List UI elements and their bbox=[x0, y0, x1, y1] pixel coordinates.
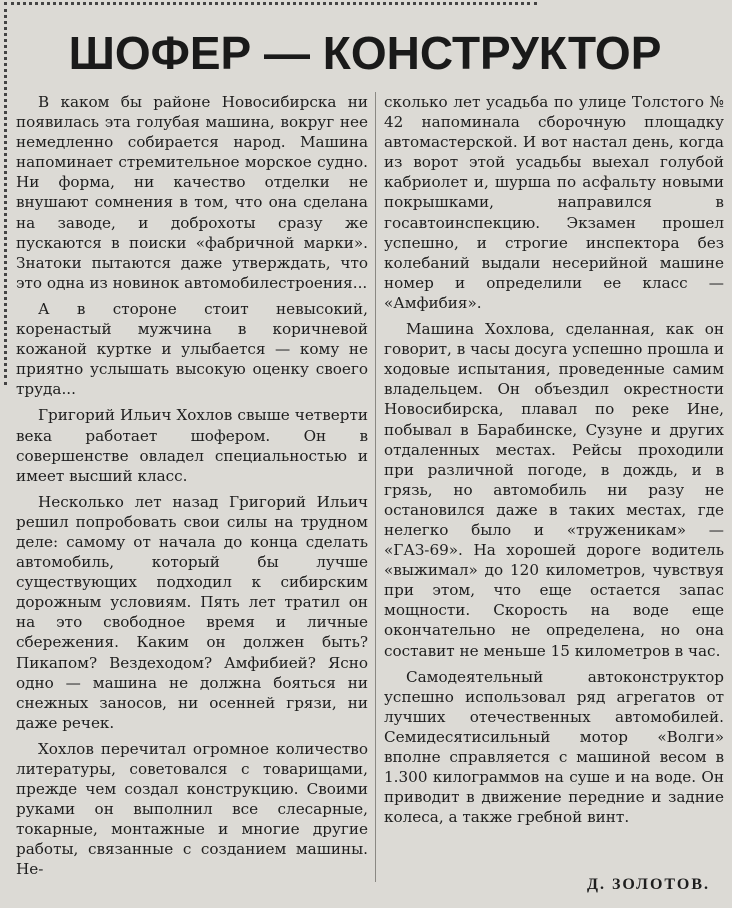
left-column bbox=[16, 92, 368, 886]
paragraph: Несколько лет назад Григорий Ильич решил попробовать свои силы на трудном деле: самому от начала до конца сделать автомобиль, который бы лучше существующих подходил к сибирским дорожным условиям. Пять лет тратил он на это свободное время и личные сбережения. Каким он должен быть? Пикапом? Вездеходом? Амфибией? Ясно одно — машина не должна бояться ни снежных заносов, ни осенней грязи, ни даже речек. bbox=[16, 492, 368, 732]
paragraph: В каком бы районе Новосибирска ни появилась эта голубая машина, вокруг нее немедленно собирается народ. Машина напоминает стремительное морское судно. Ни форма, ни качество отделки не внушают сомнения в том, что она сделана на заводе, и доброхоты сразу же пускаются в поиски «фабричной марки». Знатоки пытаются даже утверждать, что это одна из новинок автомобилестроения... bbox=[16, 93, 368, 292]
paragraph: Машина Хохлова, сделанная, как он говорит, в часы досуга успешно прошла и ходовые испытания, проведенные самим владельцем. Он объездил окрестности Новосибирска, плавал по реке Ине, побывал в Барабинске, Сузуне и других отдаленных местах. Рейсы проходили при различной погоде, в дождь, и в грязь, но автомобиль ни разу не остановился даже в таких местах, где нелегко было и «труженикам» — «ГАЗ-69». На хорошей дороге водитель «выжимал» до 120 километров, чувствуя при этом, что еще остается запас мощности. Скорость на воде еще окончательно не определена, но она составит не меньше 15 километров в час. bbox=[384, 320, 724, 660]
column-divider bbox=[375, 92, 376, 882]
paragraph: Григорий Ильич Хохлов свыше четверти века работает шофером. Он в совершенстве овладел специальностью и имеет высший класс. bbox=[16, 406, 368, 485]
paragraph: сколько лет усадьба по улице Толстого № 42 напоминала сборочную площадку автомастерской. И вот настал день, когда из ворот этой усадьбы выехал голубой кабриолет и, шурша по асфальту новыми покрышками, направился в госавтоинспекцию. Экзамен прошел успешно, и строгие инспектора без колебаний выдали несерийной машине номер и определили ее класс — «Амфибия». bbox=[384, 93, 724, 312]
paragraph: Самодеятельный автоконструктор успешно использовал ряд агрегатов от лучших отечественных автомобилей. Семидесятисильный мотор «Волги» вполне справляется с машиной весом в 1.300 килограммов на суше и на воде. Он приводит в движение передние и задние колеса, а также гребной винт. bbox=[384, 667, 724, 827]
right-column bbox=[384, 92, 724, 833]
article-headline: ШОФЕР — КОНСТРУКТОР bbox=[68, 27, 662, 79]
author-signature: Д. ЗОЛОТОВ. bbox=[586, 876, 710, 893]
paragraph: А в стороне стоит невысокий, коренастый мужчина в коричневой кожаной куртке и улыбается — кому не приятно услышать высокую оценку своего труда... bbox=[16, 299, 368, 399]
paragraph: Хохлов перечитал огромное количество литературы, советовался с товарищами, прежде чем создал конструкцию. Своими руками он выполнил все слесарные, токарные, монтажные и многие другие работы, связанные с созданием машины. Не- bbox=[16, 739, 368, 879]
